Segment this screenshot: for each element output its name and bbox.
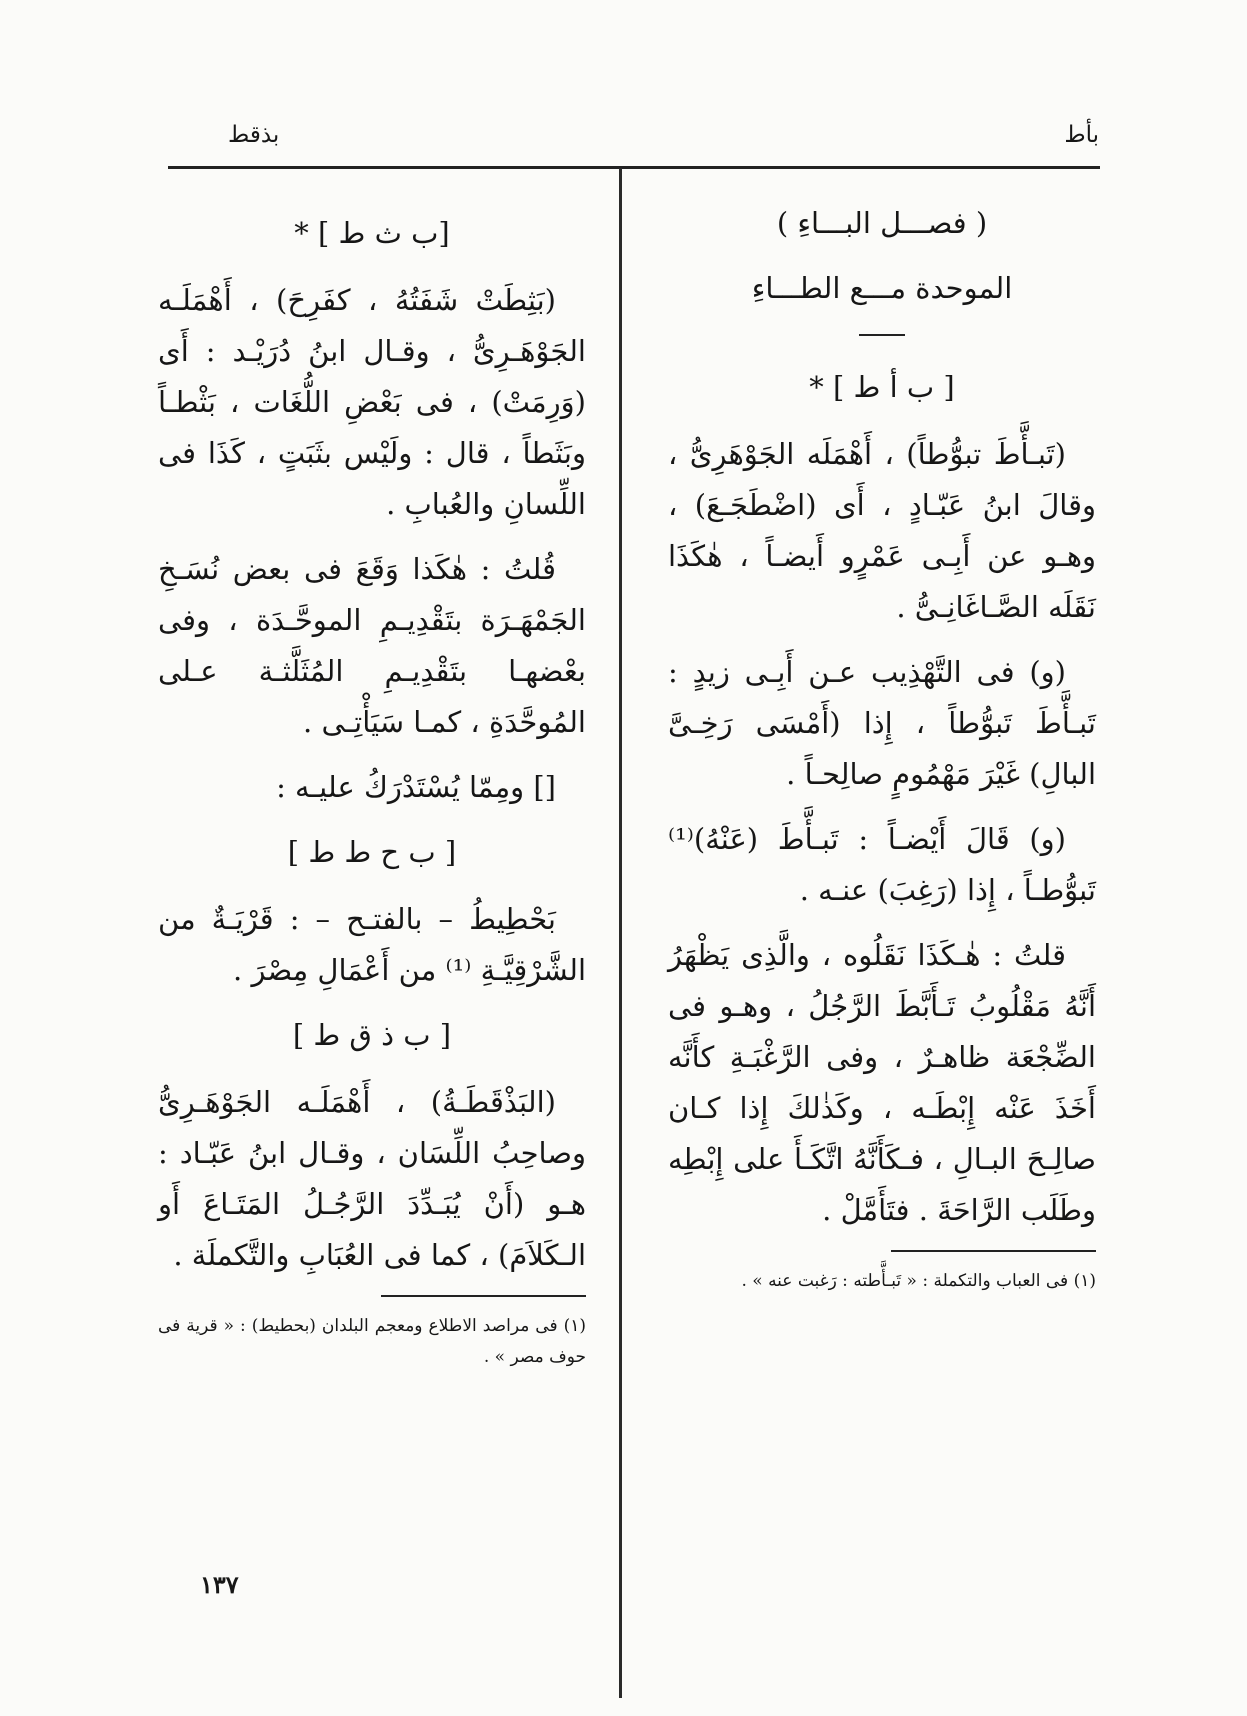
paragraph: (و) فى التَّهْذِيب عـن أَبِـى زيدٍ : تَبـأَّطَ تَبوُّطاً ، إِذا (أَمْسَى رَخِـىَّ البالِ) غَيْرَ مَهْمُومٍ صالِحـاً . — [668, 655, 1096, 791]
paragraph: قُلتُ : هٰكَذا وَقَعَ فى بعض نُسَـخِ الجَمْهَـرَة بتَقْدِيـمِ الموحَّـدَة ، وفى بعْضهـا بتَقْدِيـمِ المُثَلَّثـة عـلى المُوحَّدَةِ ، كمـا سَيَأْتِـى . — [158, 552, 586, 739]
section-subtitle: الموحدة مـــع الطـــاءِ — [751, 271, 1013, 305]
footnote-rule — [891, 1250, 1096, 1252]
column-divider — [619, 168, 622, 1698]
paragraph: (بَثِطَتْ شَفَتُهُ ، كفَرِحَ) ، أَهْمَلَـه الجَوْهَـرِىُّ ، وقـال ابنُ دُرَيْـد : أَى (وَرِمَتْ) ، فى بَعْضِ اللُّغَات ، بَثْطـاً وبَثَطاً ، قال : ولَيْس بثَبَتٍ ، كَذَا فى اللِّسانِ والعُبابِ . — [158, 283, 586, 521]
paragraph: (تَبـأَّطَ تبوُّطاً) ، أَهْمَلَه الجَوْهَرِىُّ ، وقالَ ابنُ عَبّـادٍ ، أَى (اضْطَجَـعَ) ، وهـو عن أَبِـى عَمْرٍو أَيضـاً ، هٰكَذَا نَقَلَه الصَّـاغَانِـىُّ . — [668, 437, 1096, 624]
header-left-keyword: بذقط — [228, 122, 280, 148]
paragraph: (و) قَالَ أَيْضـاً : تَبـأَّطَ (عَنْهُ)⁽¹⁾ تَبوُّطـاً ، إِذا (رَغِبَ) عنـه . — [668, 822, 1096, 907]
section-title: ( فصـــل البـــاءِ ) — [776, 206, 988, 240]
section-dash — [859, 334, 905, 336]
entry-heading-b-h-t-t: [ ب ح ط ط ] — [287, 835, 457, 869]
footnote-rule — [381, 1295, 586, 1297]
entry-heading-b-a-t: [ ب أ ط ] * — [809, 370, 955, 404]
page-number: ١٣٧ — [200, 1570, 239, 1599]
entry-heading-b-th-t: [ب ث ط ] * — [294, 216, 450, 250]
paragraph: بَحْطِيطُ – بالفتـح – : قَرْيَـةٌ من الشَّرْقِيَّـةِ ⁽¹⁾ من أَعْمَالِ مِصْرَ . — [158, 902, 586, 987]
top-rule — [168, 166, 1100, 169]
mustadrak-line: [] ومِمّا يُسْتَدْرَكُ عليـه : — [276, 770, 556, 804]
paragraph: قلتُ : هٰـكَذَا نَقَلُوه ، والَّذِى يَظْهَرُ أَنَّهُ مَقْلُوبُ تَـأَبَّطَ الرَّجُلُ ، وهـو فى الضِّجْعَة ظاهـرٌ ، وفى الرَّغْبَـةِ كأَنَّه أَخَذَ عَنْه إِبْطَـه ، وكَذٰلكَ إِذا كـان صالِـحَ البـالِ ، فـكَأَنَّهُ اتَّكَـأَ على إِبْطِه وطَلَب الرَّاحَةَ . فتَأَمَّلْ . — [668, 938, 1096, 1227]
right-column — [668, 198, 1096, 1297]
paragraph: (البَذْقَطَـةُ) ، أَهْمَلَـه الجَوْهَـرِىُّ وصاحِبُ اللِّسَان ، وقـال ابنُ عَبّـاد : هـو (أَنْ يُبَـدِّدَ الرَّجُـلُ المَتَـاعَ أَو الـكَلاَمَ) ، كما فى العُبَابِ والتَّكملَة . — [158, 1085, 586, 1272]
footnote: (١) فى العباب والتكملة : « تَبـأَّطته : رَغبت عنه » . — [741, 1271, 1096, 1291]
footnote: (١) فى مراصد الاطلاع ومعجم البلدان (بحطيط) : « قرية فى حوف مصر » . — [158, 1316, 586, 1367]
entry-heading-b-dh-q-t: [ ب ذ ق ط ] — [292, 1018, 452, 1052]
header-right-keyword: بأط — [1064, 122, 1099, 148]
left-column — [158, 198, 586, 1373]
